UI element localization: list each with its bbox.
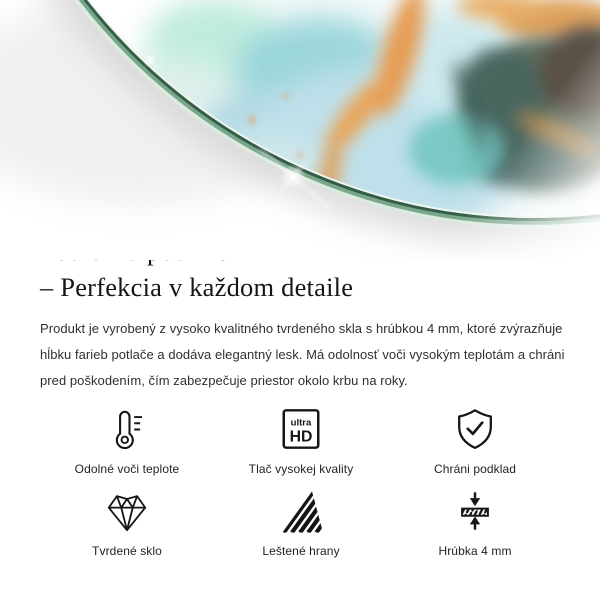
thickness-icon	[452, 489, 498, 533]
diamond-icon	[104, 489, 150, 533]
feature-protects-surface	[388, 407, 562, 476]
feature-tempered-glass	[40, 489, 214, 558]
feature-print-quality	[214, 407, 388, 476]
product-hero-image	[0, 0, 600, 232]
polished-edges-icon	[278, 489, 324, 533]
feature-thickness	[388, 489, 562, 558]
thermometer-icon	[104, 407, 150, 451]
feature-label: Tvrdené sklo	[92, 544, 162, 558]
feature-polished-edges	[214, 489, 388, 558]
feature-grid	[40, 407, 562, 558]
feature-label: Tlač vysokej kvality	[248, 462, 354, 476]
feature-label: Odolné voči teplote	[74, 462, 180, 476]
glass-pad-illustration	[0, 0, 600, 260]
white-fade-overlay	[0, 0, 600, 260]
feature-label: Chráni podklad	[433, 462, 517, 476]
ultra-hd-icon	[278, 407, 324, 451]
title-line-2: – Perfekcia v každom detaile	[40, 272, 354, 302]
feature-label: Leštené hrany	[262, 544, 340, 558]
feature-heat-resistant	[40, 407, 214, 476]
hd-text: HD	[289, 428, 313, 446]
product-content	[0, 233, 600, 558]
product-description: Produkt je vyrobený z vysoko kvalitného tvrdeného skla s hrúbkou 4 mm, ktoré zvýrazňuje hĺbku farieb potlače a dodáva elegantný lesk. Má odolnosť voči vysokým teplotám a chráni pred poškodením, čím zabezpečuje priestor okolo krbu na roky.	[40, 321, 565, 388]
feature-label: Hrúbka 4 mm	[438, 544, 512, 558]
ultra-text: ultra	[290, 417, 312, 429]
shield-check-icon	[452, 407, 498, 451]
